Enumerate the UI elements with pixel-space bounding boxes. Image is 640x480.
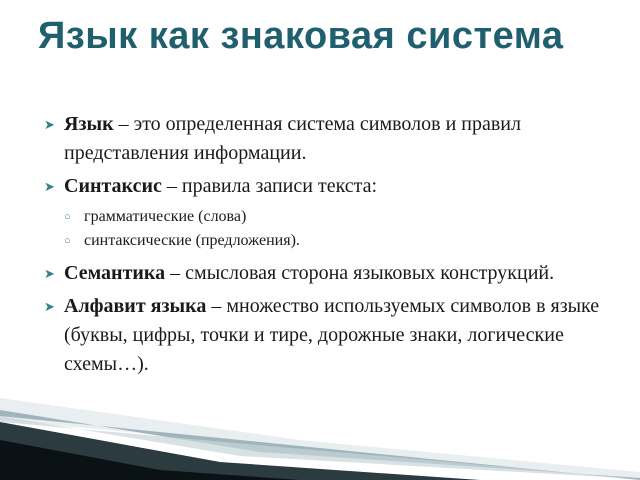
bullet-text: – это определенная система символов и правил представления информации. [64, 113, 521, 164]
bullet-item-yazyk [44, 110, 604, 168]
bullet-text: – множество используемых символов в языке (буквы, цифры, точки и тире, дорожные знаки, логические схемы…). [64, 295, 600, 375]
bullet-term: Алфавит языка [64, 295, 207, 317]
bullet-item-alfavit [44, 292, 604, 379]
sub-bullet-list [44, 205, 604, 253]
bullet-term: Семантика [64, 262, 166, 284]
sub-bullet-text: синтаксические (предложения). [84, 232, 300, 249]
bullet-item-semantika [44, 259, 604, 288]
bullet-text: – правила записи текста: [161, 175, 378, 197]
decorative-swoosh [0, 380, 640, 480]
bullet-icon: ➤ [44, 179, 55, 194]
sub-bullet-item [44, 229, 604, 253]
sub-bullet-text: грамматические (слова) [84, 208, 247, 225]
bullet-term: Синтаксис [64, 175, 162, 197]
bullet-list [44, 110, 604, 383]
bullet-icon: ➤ [44, 266, 55, 281]
bullet-icon: ➤ [44, 117, 55, 132]
bullet-text: – смысловая сторона языковых конструкций. [165, 262, 555, 284]
circle-bullet-icon: ○ [64, 235, 71, 247]
bullet-icon: ➤ [44, 299, 55, 314]
bullet-item-sintaksis [44, 172, 604, 201]
bullet-term: Язык [64, 113, 114, 135]
circle-bullet-icon: ○ [64, 211, 71, 223]
sub-bullet-item [44, 205, 604, 229]
slide-title: Язык как знаковая система [38, 15, 564, 57]
